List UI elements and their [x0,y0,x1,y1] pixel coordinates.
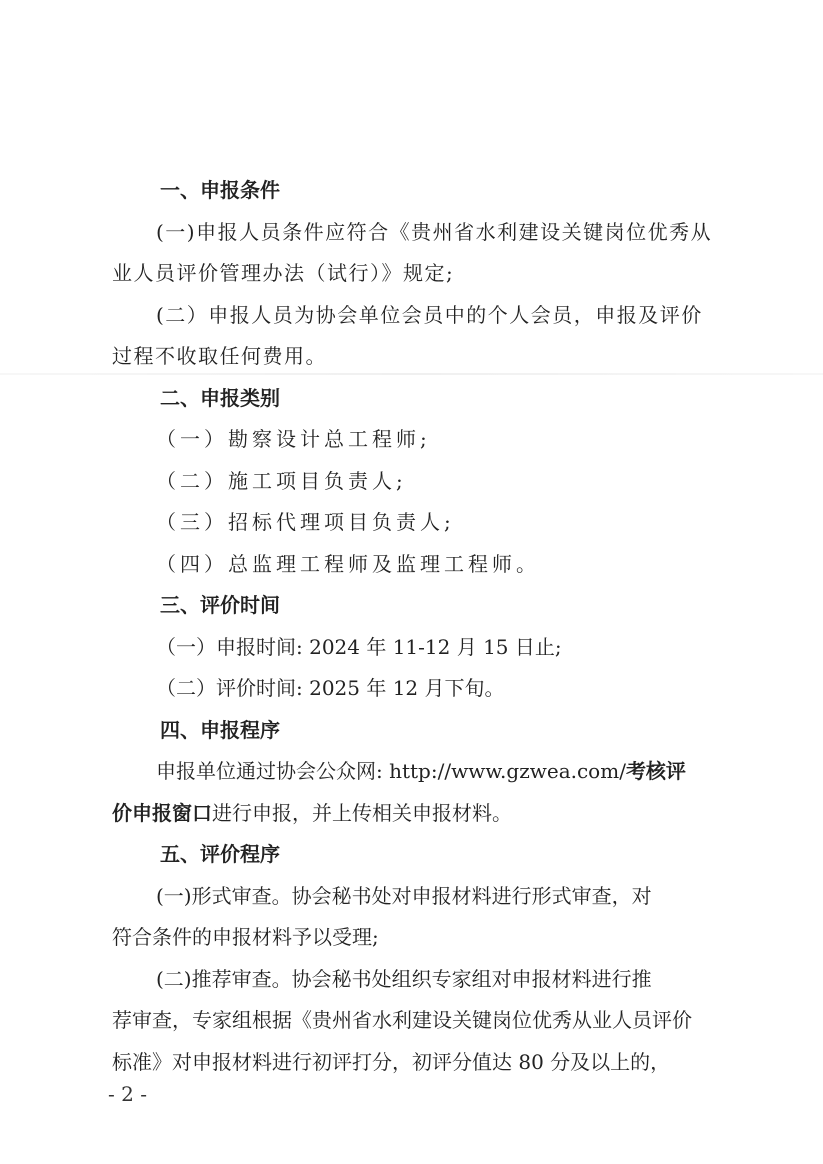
section-2-item-3: （三）招标代理项目负责人; [156,510,455,534]
section-3-heading: 三、评价时间 [160,593,280,617]
section-1-paragraph-2-line-1: (二）申报人员为协会单位会员中的个人会员，申报及评价 [156,302,703,327]
section-2-heading: 二、申报类别 [160,385,280,410]
section-5-paragraph-1-line-2: 符合条件的申报材料予以受理; [112,925,379,949]
document-body [112,170,724,1083]
section-3-item-1: （一）申报时间: 2024 年 11-12 月 15 日止; [156,634,562,659]
section-1-paragraph-1-line-1: (一)申报人员条件应符合《贵州省水利建设关键岗位优秀从 [156,219,713,244]
section-5-paragraph-1-line-1: (一)形式审查。协会秘书处对申报材料进行形式审查，对 [156,883,652,908]
section-4-line-1 [112,751,724,793]
section-4-line-2 [112,793,724,835]
section-5-heading: 五、评价程序 [160,842,280,866]
section-5-paragraph-2-line-3: 标准》对申报材料进行初评打分，初评分值达 80 分及以上的， [112,1049,671,1074]
section-4-line-1-bold: 考核评 [625,759,686,783]
section-5-paragraph-2-line-2: 荐审查，专家组根据《贵州省水利建设关键岗位优秀从业人员评价 [112,1008,692,1032]
section-2-item-1: （一）勘察设计总工程师; [156,427,431,451]
section-4-line-2-bold: 价申报窗口 [112,800,212,825]
section-1-heading: 一、申报条件 [160,178,280,202]
section-5-paragraph-2-line-1: (二)推荐审查。协会秘书处组织专家组对申报材料进行推 [156,966,652,991]
section-4-line-1-text: 申报单位通过协会公众网: http://www.gzwea.com/ [156,759,626,783]
section-1-paragraph-2-line-2: 过程不收取任何费用。 [112,344,327,368]
section-2-item-2: （二）施工项目负责人; [156,468,407,493]
section-4-heading: 四、申报程序 [160,717,280,742]
section-3-item-2: （二）评价时间: 2025 年 12 月下旬。 [156,676,505,700]
section-4-line-2-text: 进行申报，并上传相关申报材料。 [212,800,512,825]
section-1-paragraph-1-line-2: 业人员评价管理办法（试行）》规定; [112,261,455,285]
section-2-item-4: （四）总监理工程师及监理工程师。 [156,551,540,576]
page-number: - 2 - [108,1082,147,1106]
